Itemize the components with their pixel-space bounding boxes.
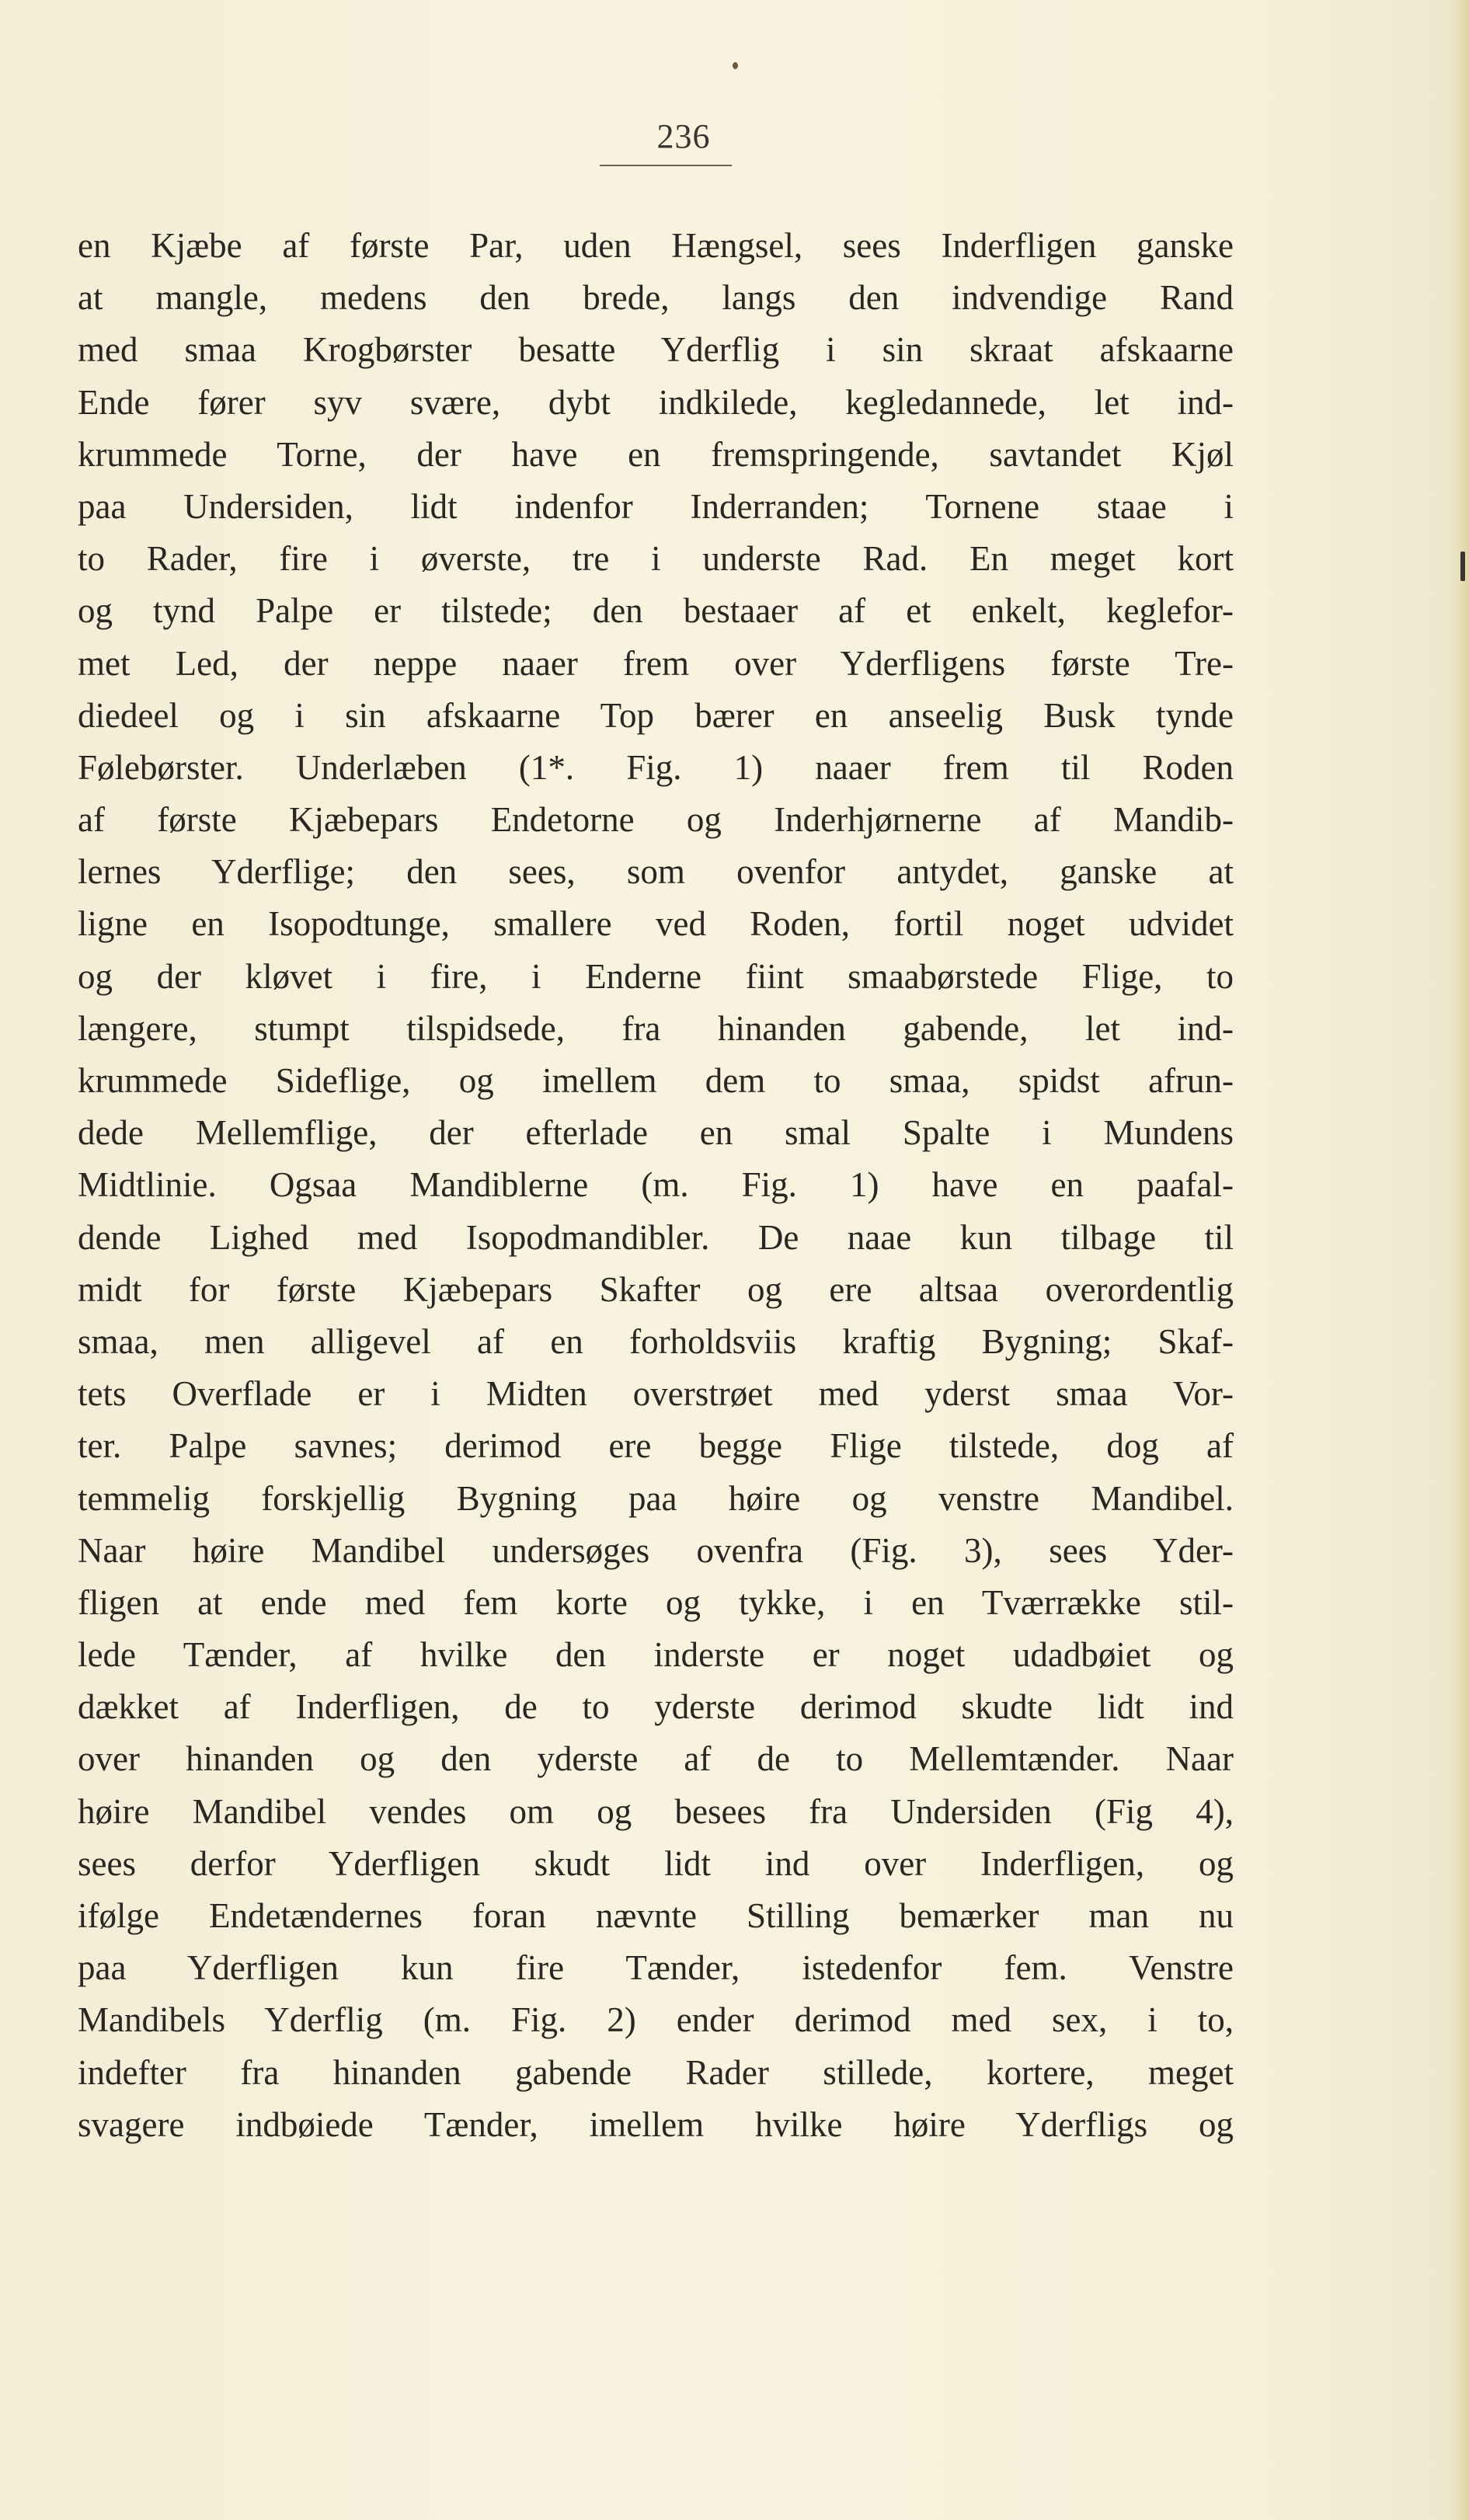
text-line: Naar høire Mandibel undersøges ovenfra (Fig. 3), sees Yder- <box>78 1530 1234 1570</box>
text-line: svagere indbøiede Tænder, imellem hvilke høire Yderfligs og <box>78 2104 1234 2144</box>
body-text <box>78 220 1234 2151</box>
text-line: diedeel og i sin afskaarne Top bærer en anseelig Busk tynde <box>78 695 1234 735</box>
text-line: Ende fører syv svære, dybt indkilede, kegledannede, let ind- <box>78 382 1234 422</box>
text-line: smaa, men alligevel af en forholdsviis kraftig Bygning; Skaf- <box>78 1321 1234 1361</box>
text-line: Mandibels Yderflig (m. Fig. 2) ender derimod med sex, i to, <box>78 2000 1234 2040</box>
text-line: lede Tænder, af hvilke den inderste er noget udadbøiet og <box>78 1635 1234 1675</box>
text-line: indefter fra hinanden gabende Rader stillede, kortere, meget <box>78 2052 1234 2092</box>
text-line: fligen at ende med fem korte og tykke, i en Tværrække stil- <box>78 1582 1234 1622</box>
page-number-rule <box>600 165 732 166</box>
text-line: ligne en Isopodtunge, smallere ved Roden, fortil noget udvidet <box>78 904 1234 944</box>
text-line: dækket af Inderfligen, de to yderste derimod skudte lidt ind <box>78 1687 1234 1727</box>
text-line: midt for første Kjæbepars Skafter og ere altsaa overordentlig <box>78 1269 1234 1309</box>
text-line: lernes Yderflige; den sees, som ovenfor antydet, ganske at <box>78 852 1234 892</box>
text-line: temmelig forskjellig Bygning paa høire og venstre Mandibel. <box>78 1478 1234 1518</box>
text-line: dede Mellemflige, der efterlade en smal Spalte i Mundens <box>78 1113 1234 1153</box>
text-line: høire Mandibel vendes om og besees fra Undersiden (Fig 4), <box>78 1791 1234 1831</box>
text-line: længere, stumpt tilspidsede, fra hinanden gabende, let ind- <box>78 1008 1234 1048</box>
ink-speck <box>733 62 738 69</box>
text-line: og tynd Palpe er tilstede; den bestaaer af et enkelt, keglefor- <box>78 591 1234 631</box>
text-line: og der kløvet i fire, i Enderne fiint smaabørstede Flige, to <box>78 956 1234 996</box>
text-line: Midtlinie. Ogsaa Mandiblerne (m. Fig. 1) have en paafal- <box>78 1165 1234 1205</box>
text-line: tets Overflade er i Midten overstrøet med yderst smaa Vor- <box>78 1374 1234 1414</box>
text-line: ifølge Endetændernes foran nævnte Stilling bemærker man nu <box>78 1896 1234 1935</box>
text-line: ter. Palpe savnes; derimod ere begge Flige tilstede, dog af <box>78 1426 1234 1466</box>
page-number: 236 <box>656 117 711 155</box>
text-line: to Rader, fire i øverste, tre i underste Rad. En meget kort <box>78 539 1234 579</box>
text-line: sees derfor Yderfligen skudt lidt ind over Inderfligen, og <box>78 1843 1234 1883</box>
page-edge-shadow <box>1449 0 1469 2520</box>
text-line: dende Lighed med Isopodmandibler. De naae kun tilbage til <box>78 1217 1234 1257</box>
text-line: paa Undersiden, lidt indenfor Inderranden; Tornene staae i <box>78 486 1234 526</box>
text-line: at mangle, medens den brede, langs den indvendige Rand <box>78 278 1234 318</box>
margin-mark <box>1460 552 1465 581</box>
text-line: paa Yderfligen kun fire Tænder, istedenfor fem. Venstre <box>78 1948 1234 1988</box>
text-line: met Led, der neppe naaer frem over Yderfligens første Tre- <box>78 643 1234 683</box>
text-line: over hinanden og den yderste af de to Mellemtænder. Naar <box>78 1739 1234 1779</box>
text-line: Følebørster. Underlæben (1*. Fig. 1) naaer frem til Roden <box>78 747 1234 787</box>
text-line: med smaa Krogbørster besatte Yderflig i sin skraat afskaarne <box>78 330 1234 370</box>
text-line: krummede Sideflige, og imellem dem to smaa, spidst afrun- <box>78 1061 1234 1100</box>
text-line: krummede Torne, der have en fremspringende, savtandet Kjøl <box>78 434 1234 474</box>
text-line: af første Kjæbepars Endetorne og Inderhjørnerne af Mandib- <box>78 800 1234 840</box>
text-line: en Kjæbe af første Par, uden Hængsel, sees Inderfligen ganske <box>78 226 1234 265</box>
